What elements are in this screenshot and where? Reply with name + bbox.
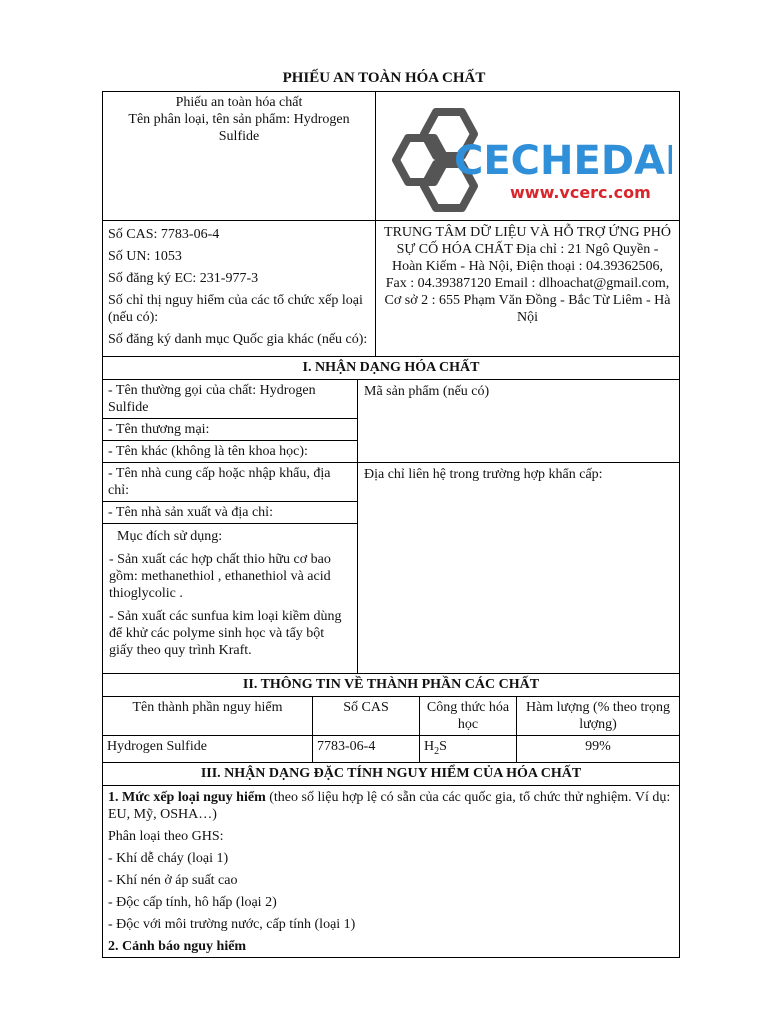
page-title: PHIẾU AN TOÀN HÓA CHẤT: [282, 70, 486, 86]
purpose-title: Mục đích sử dụng:: [117, 529, 223, 544]
component-name: Hydrogen Sulfide: [107, 739, 207, 754]
national-registry: Số đăng ký danh mục Quốc gia khác (nếu có):: [108, 332, 368, 347]
section3-body: [103, 785, 679, 957]
column-header: Số CAS: [312, 697, 419, 735]
classification-heading: 1. Mức xếp loại nguy hiểm: [108, 789, 266, 805]
classification-item: [108, 789, 674, 823]
section3-header-row: [103, 762, 679, 785]
formula-part: S: [439, 739, 447, 754]
ghs-label: Phân loại theo GHS:: [108, 828, 224, 844]
common-name: - Tên thường gọi của chất: Hydrogen Sulfide: [108, 383, 316, 415]
ghs-item: - Độc với môi trường nước, cấp tính (loại 1): [108, 916, 356, 932]
section3-title: III. NHẬN DẠNG ĐẶC TÍNH NGUY HIỂM CỦA HÓA CHẤT: [200, 765, 582, 781]
ghs-item: - Độc cấp tính, hô hấp (loại 2): [108, 894, 277, 910]
column-header: Hàm lượng (% theo trọng lượng): [516, 697, 679, 735]
hazard-index: Số chỉ thị nguy hiểm của các tổ chức xếp loại (nếu có):: [108, 293, 363, 325]
composition-row: [103, 735, 679, 762]
header-row: [103, 92, 679, 220]
ghs-item: - Khí dễ cháy (loại 1): [108, 850, 229, 866]
component-formula: [419, 736, 516, 762]
manufacturer: - Tên nhà sản xuất và địa chỉ:: [103, 501, 357, 523]
un-number: Số UN: 1053: [108, 249, 182, 264]
column-header: Công thức hóa học: [419, 697, 516, 735]
product-code: Mã sản phẩm (nếu có): [357, 380, 679, 462]
product-name: Tên phân loại, tên sản phẩm: Hydrogen Sulfide: [128, 112, 350, 144]
center-info: TRUNG TÂM DỮ LIỆU VÀ HỖ TRỢ ỨNG PHÓ SỰ CỐ HÓA CHẤT Địa chỉ : 21 Ngô Quyền - Hoàn Kiếm - Hà Nội, Điện thoại : 04.39362506, Fax : 04.39387120 Email : dlhoachat@gmail.com, Cơ sở 2 : 655 Phạm Văn Đồng - Bắc Từ Liêm - Hà Nội: [375, 221, 679, 356]
component-cas: 7783-06-4: [312, 736, 419, 762]
section1-names: [103, 380, 357, 462]
other-name: - Tên khác (không là tên khoa học):: [103, 440, 357, 462]
logo-cell: [375, 92, 679, 220]
ec-number: Số đăng ký EC: 231-977-3: [108, 271, 259, 286]
purpose-item: - Sản xuất các sunfua kim loại kiềm dùng để khử các polyme sinh học và tẩy bột giấy theo quy trình Kraft.: [109, 609, 342, 658]
trade-name: - Tên thương mại:: [103, 418, 357, 440]
column-header: Tên thành phần nguy hiểm: [132, 700, 283, 715]
section1-block-b: [103, 462, 679, 673]
emergency-contact: Địa chỉ liên hệ trong trường hợp khẩn cấp:: [357, 463, 679, 673]
cas-number: Số CAS: 7783-06-4: [108, 227, 220, 242]
cechedar-logo: [384, 98, 672, 216]
hexagon-logo-icon: [384, 98, 672, 216]
supplier: - Tên nhà cung cấp hoặc nhập khẩu, địa chỉ:: [108, 466, 331, 498]
composition-header-row: [103, 696, 679, 735]
classification-note: (theo số liệu hợp lệ có sẵn của các quốc gia, tổ chức thử nghiệm. Ví dụ: EU, Mỹ, OSHA…): [108, 789, 671, 822]
formula-part: H: [424, 739, 435, 754]
section1-block-a: [103, 379, 679, 462]
component-content: 99%: [516, 736, 679, 762]
section2-header-row: [103, 673, 679, 696]
purpose-item: - Sản xuất các hợp chất thio hữu cơ bao gồm: methanethiol , ethanethiol và acid thioglycolic .: [109, 552, 331, 601]
formula-subscript: 2: [434, 745, 440, 757]
ghs-item: - Khí nén ở áp suất cao: [108, 872, 238, 888]
identifiers-list: [103, 221, 375, 356]
header-title-cell: [103, 92, 375, 220]
section1-header-row: [103, 356, 679, 379]
section1-title: I. NHẬN DẠNG HÓA CHẤT: [302, 360, 480, 375]
brand-text: CECHEDAR: [454, 138, 672, 184]
hazard-classification: [103, 786, 679, 957]
section2-title: II. THÔNG TIN VỀ THÀNH PHẦN CÁC CHẤT: [242, 677, 540, 692]
identifiers-row: [103, 220, 679, 356]
purpose-block: [103, 523, 357, 673]
warning-heading: 2. Cảnh báo nguy hiểm: [108, 938, 247, 954]
safety-data-sheet: [102, 91, 680, 958]
brand-url: www.vcerc.com: [510, 183, 651, 202]
section1-parties: [103, 463, 357, 673]
sheet-label: Phiếu an toàn hóa chất: [175, 95, 303, 110]
